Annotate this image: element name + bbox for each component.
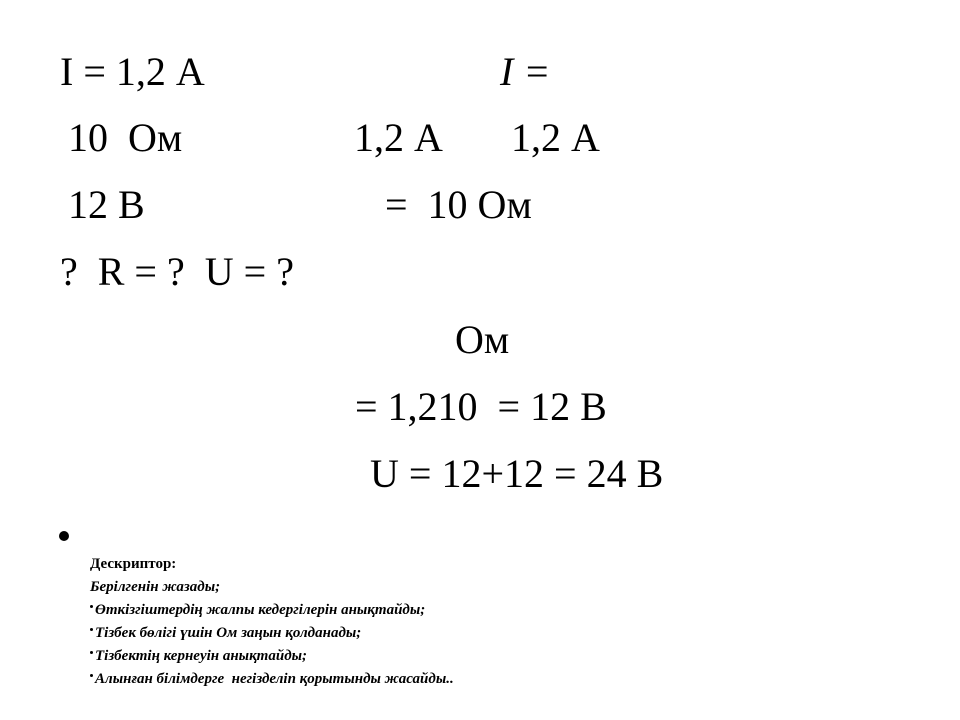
descriptor-item xyxy=(90,649,307,664)
solution-resistance: = 10 Ом xyxy=(385,182,532,227)
small-bullet-icon xyxy=(90,628,93,631)
descriptor-item: Берілгенін жазады; xyxy=(90,579,221,595)
small-bullet-icon xyxy=(90,605,93,608)
solution-current-2: 1,2 А xyxy=(511,115,600,160)
descriptor-item xyxy=(90,626,361,641)
solution-ohm-unit: Ом xyxy=(455,317,510,362)
solution-voltage-total: U = 12+12 = 24 В xyxy=(370,451,664,496)
descriptor-item xyxy=(90,603,425,618)
descriptor-item-text: Алынған білімдерге негізделіп қорытынды жасайды.. xyxy=(95,671,454,687)
descriptor-item xyxy=(90,672,454,687)
descriptor-item-text: Тізбек бөлігі үшін Ом заңын қолданады; xyxy=(95,625,362,641)
descriptor-item-text: Тізбектің кернеуін анықтайды; xyxy=(95,648,308,664)
unknowns: ? R = ? U = ? xyxy=(60,249,294,294)
solution-current-label: I = xyxy=(500,49,551,94)
descriptor-title: Дескриптор: xyxy=(90,556,177,572)
solution-current-1: 1,2 А xyxy=(354,115,443,160)
given-resistance: 10 Ом xyxy=(68,115,183,160)
small-bullet-icon xyxy=(90,651,93,654)
bullet-dot-icon xyxy=(59,531,69,541)
small-bullet-icon xyxy=(90,674,93,677)
solution-voltage-partial: = 1,210 = 12 В xyxy=(355,384,607,429)
descriptor-item-text: Өткізгіштердің жалпы кедергілерін анықтайды; xyxy=(95,602,426,618)
given-voltage: 12 В xyxy=(68,182,145,227)
given-current: I = 1,2 А xyxy=(60,49,205,94)
